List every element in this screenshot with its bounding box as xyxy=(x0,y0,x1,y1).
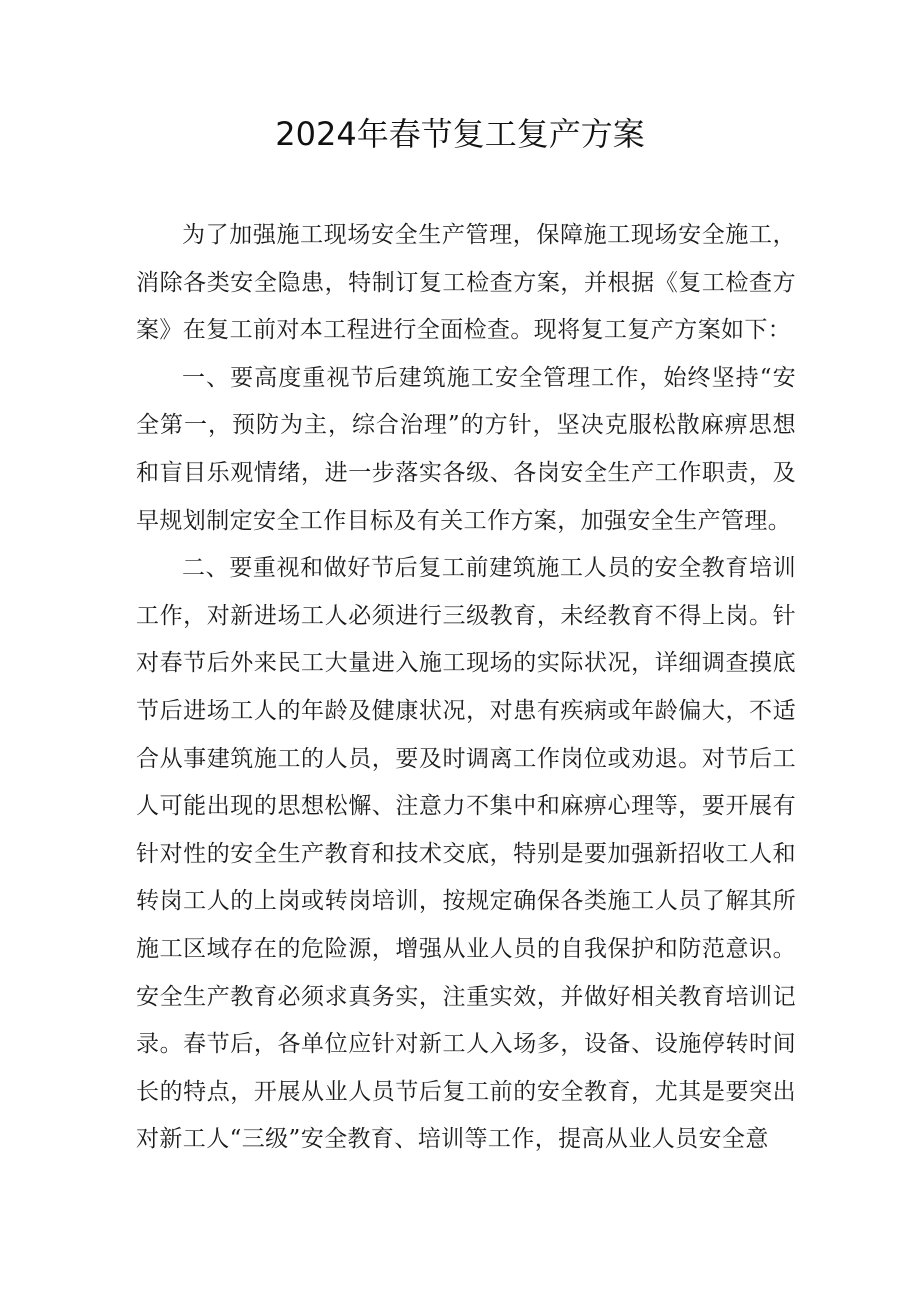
document-title: 2024年春节复工复产方案 xyxy=(275,115,645,153)
paragraph-item-2: 二、要重视和做好节后复工前建筑施工人员的安全教育培训工作，对新进场工人必须进行三级教育，未经教育不得上岗。针对春节后外来民工大量进入施工现场的实际状况，详细调查摸底节后进场工人的年龄及健康状况，对患有疾病或年龄偏大，不适合从事建筑施工的人员，要及时调离工作岗位或劝退。对节后工人可能出现的思想松懈、注意力不集中和麻痹心理等，要开展有针对性的安全生产教育和技术交底，特别是要加强新招收工人和转岗工人的上岗或转岗培训，按规定确保各类施工人员了解其所施工区域存在的危险源，增强从业人员的自我保护和防范意识。安全生产教育必须求真务实，注重实效，并做好相关教育培训记录。春节后，各单位应针对新工人入场多，设备、设施停转时间长的特点，开展从业人员节后复工前的安全教育，尤其是要突出对新工人“三级”安全教育、培训等工作，提高从业人员安全意 xyxy=(136,555,796,1153)
paragraph-item-1: 一、要高度重视节后建筑施工安全管理工作，始终坚持“安全第一，预防为主，综合治理”的方针，坚决克服松散麻痹思想和盲目乐观情绪，进一步落实各级、各岗安全生产工作职责，及早规划制定安全工作目标及有关工作方案，加强安全生产管理。 xyxy=(136,364,796,534)
document-body xyxy=(136,212,796,1164)
paragraph-intro: 为了加强施工现场安全生产管理，保障施工现场安全施工，消除各类安全隐患，特制订复工检查方案，并根据《复工检查方案》在复工前对本工程进行全面检查。现将复工复产方案如下： xyxy=(136,222,796,344)
